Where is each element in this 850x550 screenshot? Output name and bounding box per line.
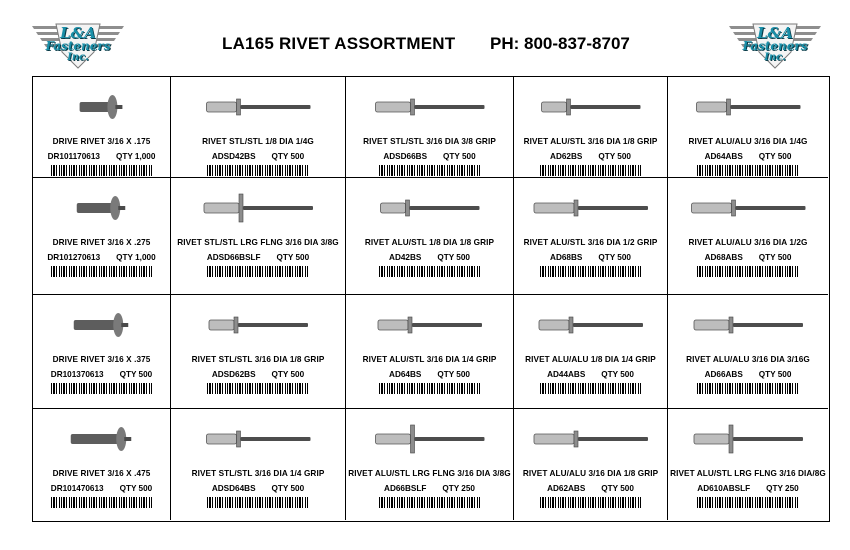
- rivet-cell: [171, 295, 346, 409]
- part-number: AD68ABS: [704, 253, 743, 262]
- quantity: QTY 500: [758, 253, 792, 262]
- blind-rivet-icon: [171, 415, 346, 465]
- logo-line2: Fasteners: [742, 39, 808, 53]
- quantity: QTY 500: [443, 152, 476, 161]
- barcode: [379, 383, 481, 394]
- part-number-row: [514, 370, 667, 379]
- barcode: [379, 266, 481, 277]
- rivet-description: RIVET ALU/ALU 3/16 DIA 1/8 GRIP: [522, 469, 659, 478]
- rivet-cell: [346, 409, 514, 520]
- barcode: [207, 165, 309, 176]
- part-number-row: [171, 152, 345, 161]
- part-number: AD44ABS: [547, 370, 586, 379]
- quantity: QTY 1,000: [115, 152, 156, 161]
- rivet-cell: [346, 77, 514, 178]
- quantity: QTY 500: [601, 370, 634, 379]
- quantity: QTY 500: [271, 484, 305, 493]
- barcode: [207, 497, 309, 508]
- rivet-cell: [668, 295, 828, 409]
- blind-rivet-icon: [514, 184, 668, 234]
- part-number: AD66ABS: [704, 370, 743, 379]
- part-number: AD68BS: [550, 253, 583, 262]
- rivet-description: RIVET ALU/STL 3/16 DIA 1/2 GRIP: [523, 238, 658, 247]
- drive-rivet-icon: [33, 184, 171, 234]
- part-number: ADSD66BSLF: [206, 253, 261, 262]
- barcode: [207, 383, 309, 394]
- page-title: LA165 RIVET ASSORTMENT: [222, 34, 456, 53]
- phone-number: PH: 800-837-8707: [490, 34, 630, 53]
- part-number-row: [346, 152, 513, 161]
- barcode: [540, 497, 642, 508]
- part-number-row: [346, 484, 513, 493]
- part-number: AD62BS: [550, 152, 583, 161]
- barcode: [51, 383, 153, 394]
- part-number-row: [33, 484, 170, 493]
- blind-rivet-icon: [514, 301, 668, 351]
- rivet-cell: [668, 77, 828, 178]
- part-number-row: [33, 370, 170, 379]
- barcode: [51, 165, 153, 176]
- rivet-cell: [33, 295, 171, 409]
- quantity: QTY 500: [437, 253, 470, 262]
- part-number: AD610ABSLF: [697, 484, 751, 493]
- part-number: DR101170613: [47, 152, 100, 161]
- part-number-row: [33, 253, 170, 262]
- quantity: QTY 500: [758, 370, 792, 379]
- rivet-cell: [668, 178, 828, 295]
- barcode: [540, 165, 642, 176]
- part-number: ADSD42BS: [211, 152, 256, 161]
- quantity: QTY 500: [271, 152, 305, 161]
- part-number: AD64BS: [389, 370, 422, 379]
- part-number: ADSD66BS: [383, 152, 428, 161]
- rivet-cell: [346, 295, 514, 409]
- rivet-description: DRIVE RIVET 3/16 X .275: [52, 238, 151, 247]
- part-number-row: [668, 152, 828, 161]
- rivet-description: DRIVE RIVET 3/16 X .475: [52, 469, 151, 478]
- rivet-cell: [33, 409, 171, 520]
- part-number: DR101270613: [47, 253, 101, 262]
- quantity: QTY 500: [271, 370, 305, 379]
- part-number-row: [668, 253, 828, 262]
- part-number: DR101370613: [50, 370, 104, 379]
- part-number: AD42BS: [389, 253, 422, 262]
- quantity: QTY 500: [601, 484, 634, 493]
- rivet-cell: [514, 409, 668, 520]
- rivet-cell: [514, 295, 668, 409]
- part-number-row: [346, 253, 513, 262]
- company-logo-left: [32, 22, 124, 70]
- quantity: QTY 500: [119, 484, 153, 493]
- rivet-description: RIVET ALU/ALU 1/8 DIA 1/4 GRIP: [525, 355, 656, 364]
- blind-rivet-icon: [346, 415, 514, 465]
- page-header: [0, 0, 850, 74]
- quantity: QTY 250: [442, 484, 475, 493]
- logo-line3: Inc.: [764, 52, 786, 63]
- quantity: QTY 500: [437, 370, 470, 379]
- blind-rivet-icon: [668, 83, 829, 133]
- rivet-description: RIVET STL/STL 3/16 DIA 1/8 GRIP: [191, 355, 325, 364]
- blind-rivet-icon: [668, 301, 829, 351]
- rivet-description: RIVET ALU/STL LRG FLNG 3/16 DIA/8G: [670, 469, 826, 478]
- barcode: [540, 266, 642, 277]
- barcode: [207, 266, 309, 277]
- barcode: [379, 497, 481, 508]
- drive-rivet-icon: [33, 301, 171, 351]
- drive-rivet-icon: [33, 415, 171, 465]
- part-number-row: [171, 253, 345, 262]
- blind-rivet-icon: [171, 184, 346, 234]
- rivet-description: RIVET STL/STL 3/16 DIA 1/4 GRIP: [191, 469, 325, 478]
- rivet-cell: [514, 178, 668, 295]
- company-logo-right: [729, 22, 821, 70]
- blind-rivet-icon: [171, 301, 346, 351]
- quantity: QTY 250: [766, 484, 799, 493]
- quantity: QTY 1,000: [116, 253, 156, 262]
- assortment-grid: [32, 76, 830, 522]
- rivet-description: RIVET ALU/STL 1/8 DIA 1/8 GRIP: [364, 238, 495, 247]
- blind-rivet-icon: [514, 415, 668, 465]
- quantity: QTY 500: [119, 370, 153, 379]
- part-number-row: [668, 370, 828, 379]
- blind-rivet-icon: [346, 301, 514, 351]
- part-number-row: [346, 370, 513, 379]
- barcode: [51, 266, 153, 277]
- part-number-row: [171, 484, 345, 493]
- quantity: QTY 500: [758, 152, 792, 161]
- blind-rivet-icon: [346, 83, 514, 133]
- logo-line3: Inc.: [67, 52, 89, 63]
- blind-rivet-icon: [346, 184, 514, 234]
- part-number-row: [33, 152, 170, 161]
- part-number: ADSD64BS: [211, 484, 256, 493]
- blind-rivet-icon: [171, 83, 346, 133]
- blind-rivet-icon: [668, 415, 829, 465]
- quantity: QTY 500: [598, 152, 631, 161]
- rivet-description: RIVET STL/STL 3/16 DIA 3/8 GRIP: [363, 137, 496, 146]
- barcode: [540, 383, 642, 394]
- part-number: AD62ABS: [547, 484, 586, 493]
- logo-line1: L&A: [60, 24, 96, 42]
- logo-line1: L&A: [757, 24, 793, 42]
- rivet-cell: [33, 77, 171, 178]
- rivet-cell: [171, 178, 346, 295]
- rivet-description: RIVET STL/STL 1/8 DIA 1/4G: [202, 137, 314, 146]
- rivet-description: RIVET ALU/ALU 3/16 DIA 1/2G: [688, 238, 808, 247]
- quantity: QTY 500: [598, 253, 631, 262]
- part-number-row: [514, 253, 667, 262]
- barcode: [51, 497, 153, 508]
- rivet-description: RIVET ALU/ALU 3/16 DIA 3/16G: [686, 355, 810, 364]
- drive-rivet-icon: [33, 83, 171, 133]
- rivet-description: RIVET ALU/STL LRG FLNG 3/16 DIA 3/8G: [348, 469, 511, 478]
- barcode: [697, 165, 799, 176]
- rivet-description: DRIVE RIVET 3/16 X .375: [52, 355, 151, 364]
- rivet-cell: [171, 409, 346, 520]
- rivet-description: RIVET STL/STL LRG FLNG 3/16 DIA 3/8G: [177, 238, 339, 247]
- part-number: AD66BSLF: [384, 484, 427, 493]
- rivet-description: RIVET ALU/ALU 3/16 DIA 1/4G: [688, 137, 808, 146]
- rivet-cell: [668, 409, 828, 520]
- rivet-description: RIVET ALU/STL 3/16 DIA 1/8 GRIP: [523, 137, 658, 146]
- part-number-row: [171, 370, 345, 379]
- rivet-cell: [346, 178, 514, 295]
- rivet-cell: [171, 77, 346, 178]
- part-number-row: [514, 152, 667, 161]
- rivet-cell: [514, 77, 668, 178]
- blind-rivet-icon: [668, 184, 829, 234]
- rivet-description: DRIVE RIVET 3/16 X .175: [52, 137, 151, 146]
- part-number: ADSD62BS: [211, 370, 256, 379]
- barcode: [697, 266, 799, 277]
- blind-rivet-icon: [514, 83, 668, 133]
- part-number: AD64ABS: [704, 152, 743, 161]
- logo-line2: Fasteners: [45, 39, 111, 53]
- part-number-row: [668, 484, 828, 493]
- barcode: [379, 165, 481, 176]
- quantity: QTY 500: [276, 253, 310, 262]
- rivet-cell: [33, 178, 171, 295]
- barcode: [697, 383, 799, 394]
- part-number-row: [514, 484, 667, 493]
- part-number: DR101470613: [50, 484, 104, 493]
- rivet-description: RIVET ALU/STL 3/16 DIA 1/4 GRIP: [362, 355, 497, 364]
- barcode: [697, 497, 799, 508]
